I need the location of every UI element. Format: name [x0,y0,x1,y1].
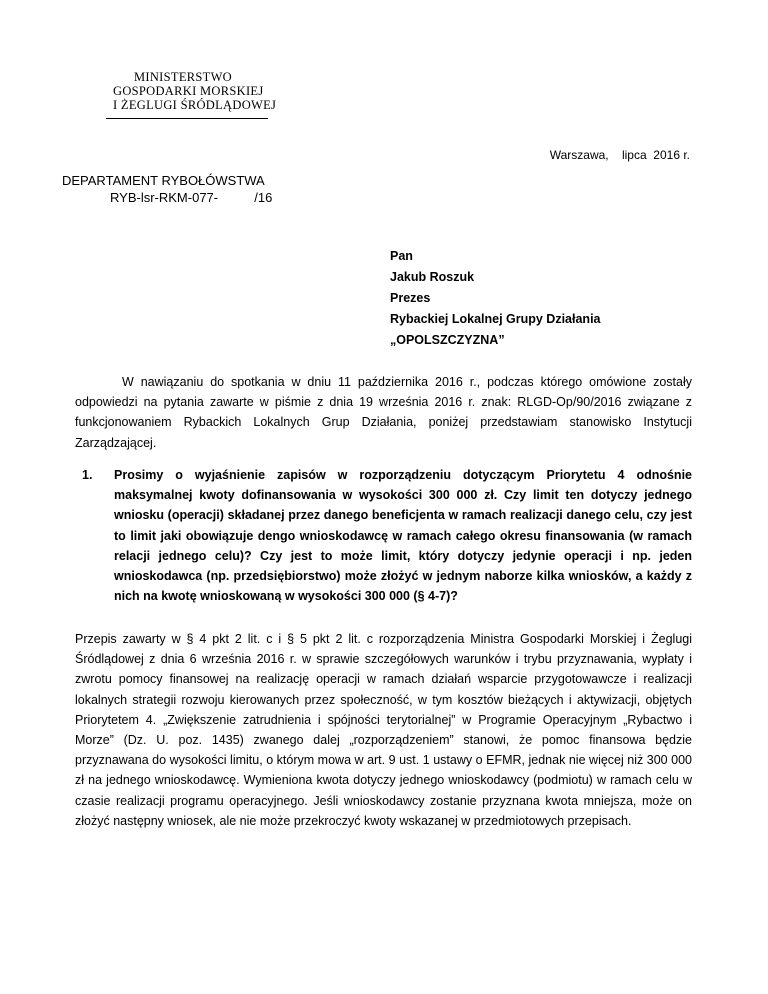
intro-paragraph: W nawiązaniu do spotkania w dniu 11 października 2016 r., podczas którego omówione zostały odpowiedzi na pytania zawarte w piśmie z dnia 19 września 2016 r. znak: RLGD-Op/90/2016 związane z funkcjonowaniem Rybackich Lokalnych Grup Działania, poniżej przedstawiam stanowisko Instytucji Zarządzającej. [75,375,692,450]
addressee-organization: Rybackiej Lokalnej Grupy Działania [390,312,601,326]
letterhead-line-1: MINISTERSTWO [133,70,233,84]
letterhead-line-3: I ŻEGLUGI ŚRÓDLĄDOWEJ [113,98,277,112]
department-block [62,172,272,206]
letterhead-divider [106,118,268,119]
letterhead-line-2: GOSPODARKI MORSKIEJ [113,84,264,98]
answer-paragraph: Przepis zawarty w § 4 pkt 2 lit. c i § 5 pkt 2 lit. c rozporządzenia Ministra Gospodarki Morskiej i Żeglugi Śródlądowej z dnia 6 września 2016 r. w sprawie szczegółowych warunków i trybu przyznawania, wypłaty i zwrotu pomocy finansowej na realizację operacji w ramach działań wsparcie przygotowawcze i realizacji lokalnych strategii rozwoju kierowanych przez społeczność, w tym kosztów bieżących i aktywizacji, objętych Priorytetem 4. „Zwiększenie zatrudnienia i spójności terytorialnej” w Programie Operacyjnym „Rybactwo i Morze” (Dz. U. poz. 1435) zwanego dalej „rozporządzeniem” stanowi, że pomoc finansowa będzie przyznawana do wysokości limitu, o którym mowa w art. 9 ust. 1 ustawy o EFMR, jednak nie więcej niż 300 000 zł na jednego wnioskodawcę. Wymieniona kwota dotyczy jednego wnioskodawcy (podmiotu) w ramach celu w czasie realizacji programu operacyjnego. Jeśli wnioskodawcy zostanie przyznana kwota mniejsza, może on złożyć następny wniosek, ale nie może przekroczyć kwoty wskazanej w przedmiotowych przepisach. [75,632,692,828]
date-line: Warszawa, lipca 2016 r. [549,148,690,162]
addressee-salutation: Pan [390,249,413,263]
addressee-organization-name: „OPOLSZCZYZNA” [390,333,505,347]
ministry-letterhead [113,70,277,112]
question-number: 1. [82,468,93,482]
reference-number: RYB-lsr-RKM-077- /16 [110,190,273,205]
addressee-title: Prezes [390,291,431,305]
question-text: Prosimy o wyjaśnienie zapisów w rozporządzeniu dotyczącym Priorytetu 4 odnośnie maksymalnej kwoty dofinansowania w wysokości 300 000 zł. Czy limit ten dotyczy jednego wniosku (operacji) składanej przez danego beneficjenta w ramach realizacji danego celu, czy jest to limit jaki obowiązuje dengo wnioskodawcę w ramach całego okresu finansowania (w ramach relacji jednego celu)? Czy jest to może limit, który dotyczy jedynie operacji i np. jeden wnioskodawca (np. przedsiębiorstwo) może złożyć w jednym naborze kilka wniosków, a każdy z nich na kwotę wnioskowaną w wysokości 300 000 (§ 4-7)? [114,468,692,604]
question-item [82,465,692,606]
addressee-block [390,246,601,351]
addressee-name: Jakub Roszuk [390,270,475,284]
department-name: DEPARTAMENT RYBOŁÓWSTWA [62,173,265,188]
